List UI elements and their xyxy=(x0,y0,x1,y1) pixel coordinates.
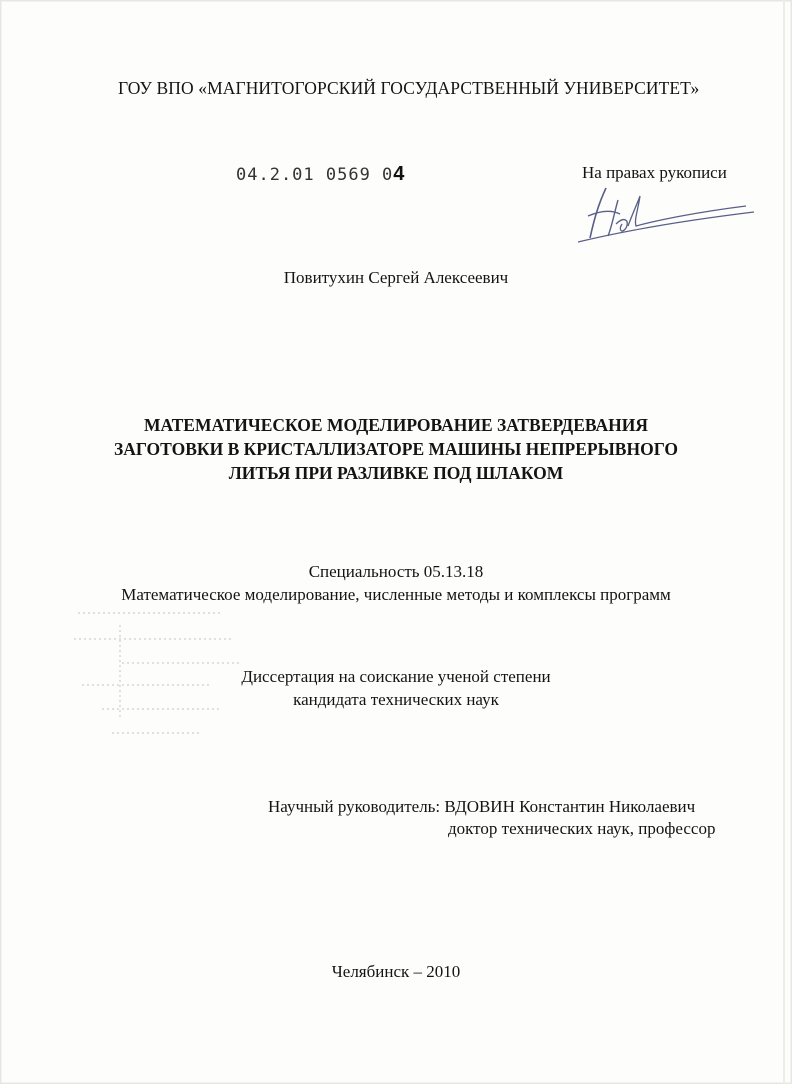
city-year: Челябинск – 2010 xyxy=(331,962,461,981)
advisor-credentials: доктор технических наук, профессор xyxy=(448,819,716,838)
degree-line: Диссертация на соискание ученой степени xyxy=(241,667,551,686)
specialty-block xyxy=(0,560,792,606)
specialty-name: Математическое моделирование, численные методы и комплексы программ xyxy=(121,585,671,604)
title-line: МАТЕМАТИЧЕСКОЕ МОДЕЛИРОВАНИЕ ЗАТВЕРДЕВАНИЯ xyxy=(144,415,648,435)
manuscript-rights-note: На правах рукописи xyxy=(582,163,727,182)
title-line: ЛИТЬЯ ПРИ РАЗЛИВКЕ ПОД ШЛАКОМ xyxy=(228,463,564,483)
scientific-advisor: Научный руководитель: ВДОВИН Константин Николаевич xyxy=(268,797,696,816)
institution-name: ГОУ ВПО «МАГНИТОГОРСКИЙ ГОСУДАРСТВЕННЫЙ УНИВЕРСИТЕТ» xyxy=(118,78,700,98)
degree-line: кандидата технических наук xyxy=(293,690,499,709)
degree-block xyxy=(0,665,792,711)
catalog-number xyxy=(236,163,404,186)
dissertation-title xyxy=(0,413,792,485)
title-line: ЗАГОТОВКИ В КРИСТАЛЛИЗАТОРЕ МАШИНЫ НЕПРЕРЫВНОГО xyxy=(113,439,679,459)
catalog-handwritten-mark: 4 xyxy=(393,163,405,185)
author-name: Повитухин Сергей Алексеевич xyxy=(283,268,509,287)
signature-icon xyxy=(568,180,758,250)
catalog-number-digits: 04.2.01 0569 0 xyxy=(236,165,394,185)
specialty-code: Специальность 05.13.18 xyxy=(308,562,484,581)
